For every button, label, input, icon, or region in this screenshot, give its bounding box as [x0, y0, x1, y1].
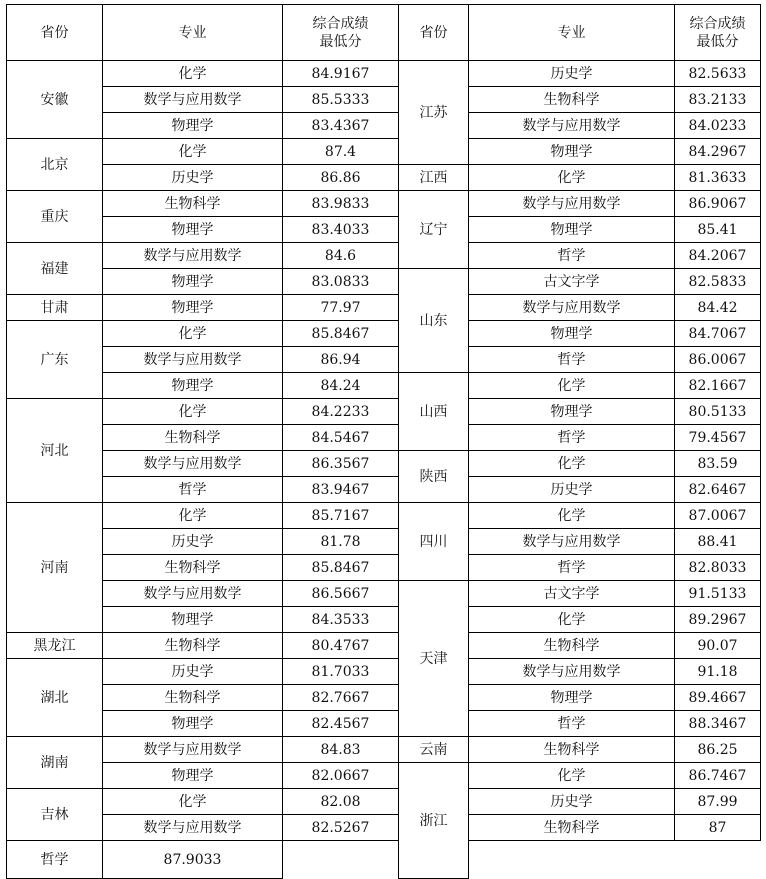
table-row	[7, 399, 761, 425]
major-cell: 物理学	[103, 373, 283, 399]
score-cell: 84.83	[283, 737, 399, 763]
score-cell: 82.5633	[675, 61, 761, 87]
province-cell: 重庆	[7, 191, 103, 243]
major-cell: 数学与应用数学	[103, 737, 283, 763]
score-cell: 80.5133	[675, 399, 761, 425]
score-cell: 85.41	[675, 217, 761, 243]
score-cell: 86.9067	[675, 191, 761, 217]
major-cell: 化学	[103, 789, 283, 815]
score-cell: 82.6467	[675, 477, 761, 503]
table-row	[7, 581, 761, 607]
major-cell: 化学	[103, 399, 283, 425]
table-row	[7, 529, 761, 555]
major-header-right: 专业	[469, 5, 675, 61]
score-cell: 84.9167	[283, 61, 399, 87]
score-cell: 82.1667	[675, 373, 761, 399]
score-cell: 84.42	[675, 295, 761, 321]
table-row	[7, 217, 761, 243]
table-row	[7, 269, 761, 295]
score-cell: 82.5833	[675, 269, 761, 295]
score-cell: 88.41	[675, 529, 761, 555]
province-cell: 山东	[399, 269, 469, 373]
province-header: 省份	[7, 5, 103, 61]
header-row	[7, 5, 761, 61]
table-row	[7, 841, 761, 879]
major-cell: 哲学	[7, 841, 103, 879]
score-cell: 83.0833	[283, 269, 399, 295]
major-cell: 哲学	[469, 243, 675, 269]
score-cell: 82.7667	[283, 685, 399, 711]
major-cell: 物理学	[103, 607, 283, 633]
province-cell: 安徽	[7, 61, 103, 139]
province-cell: 四川	[399, 503, 469, 581]
province-cell: 吉林	[7, 789, 103, 841]
major-cell: 历史学	[103, 659, 283, 685]
table-row	[7, 503, 761, 529]
score-header: 综合成绩 最低分	[283, 5, 399, 61]
table-row	[7, 659, 761, 685]
score-cell: 89.4667	[675, 685, 761, 711]
major-cell: 化学	[469, 451, 675, 477]
score-cell: 87.99	[675, 789, 761, 815]
major-cell: 数学与应用数学	[103, 347, 283, 373]
major-cell: 生物科学	[103, 191, 283, 217]
major-cell: 生物科学	[103, 633, 283, 659]
major-cell: 数学与应用数学	[103, 243, 283, 269]
table-row	[7, 243, 761, 269]
province-cell: 天津	[399, 581, 469, 737]
major-cell: 哲学	[469, 347, 675, 373]
major-cell: 历史学	[469, 61, 675, 87]
major-cell: 化学	[103, 139, 283, 165]
score-cell: 86.7467	[675, 763, 761, 789]
table-row	[7, 477, 761, 503]
major-cell: 历史学	[103, 529, 283, 555]
score-cell: 84.3533	[283, 607, 399, 633]
table-row	[7, 321, 761, 347]
score-cell: 83.4367	[283, 113, 399, 139]
score-cell: 84.7067	[675, 321, 761, 347]
table-row	[7, 191, 761, 217]
major-cell: 化学	[469, 373, 675, 399]
score-cell: 84.6	[283, 243, 399, 269]
major-cell: 化学	[469, 165, 675, 191]
major-cell: 哲学	[469, 425, 675, 451]
table-row	[7, 711, 761, 737]
table-row	[7, 633, 761, 659]
table-body	[7, 5, 761, 879]
score-cell: 82.08	[283, 789, 399, 815]
score-cell: 83.4033	[283, 217, 399, 243]
major-cell: 古文字学	[469, 581, 675, 607]
score-cell: 80.4767	[283, 633, 399, 659]
score-cell: 84.2967	[675, 139, 761, 165]
major-cell: 物理学	[103, 711, 283, 737]
score-header-right: 综合成绩 最低分	[675, 5, 761, 61]
major-cell: 生物科学	[103, 425, 283, 451]
score-cell: 84.2233	[283, 399, 399, 425]
major-cell: 化学	[103, 61, 283, 87]
score-cell: 81.78	[283, 529, 399, 555]
major-cell: 物理学	[103, 269, 283, 295]
score-cell: 86.86	[283, 165, 399, 191]
score-cell: 87.9033	[103, 841, 283, 879]
score-cell: 82.4567	[283, 711, 399, 737]
major-cell: 数学与应用数学	[469, 659, 675, 685]
major-cell: 历史学	[103, 165, 283, 191]
major-cell: 生物科学	[469, 633, 675, 659]
major-cell: 物理学	[469, 321, 675, 347]
province-cell: 河北	[7, 399, 103, 503]
table-row	[7, 347, 761, 373]
score-cell: 82.0667	[283, 763, 399, 789]
province-cell: 北京	[7, 139, 103, 191]
major-cell: 物理学	[469, 217, 675, 243]
table-row	[7, 61, 761, 87]
score-cell: 89.2967	[675, 607, 761, 633]
table-row	[7, 451, 761, 477]
province-cell: 湖南	[7, 737, 103, 789]
score-cell: 85.5333	[283, 87, 399, 113]
major-cell: 古文字学	[469, 269, 675, 295]
score-cell: 84.24	[283, 373, 399, 399]
score-cell: 86.5667	[283, 581, 399, 607]
score-cell: 83.9467	[283, 477, 399, 503]
major-cell: 哲学	[469, 555, 675, 581]
province-cell: 福建	[7, 243, 103, 295]
province-cell: 甘肃	[7, 295, 103, 321]
province-cell: 河南	[7, 503, 103, 633]
score-cell: 83.9833	[283, 191, 399, 217]
major-header: 专业	[103, 5, 283, 61]
major-cell: 物理学	[103, 763, 283, 789]
province-cell: 江西	[399, 165, 469, 191]
table-row	[7, 763, 761, 789]
major-cell: 历史学	[469, 789, 675, 815]
score-cell: 87.4	[283, 139, 399, 165]
score-cell: 79.4567	[675, 425, 761, 451]
major-cell: 生物科学	[103, 555, 283, 581]
major-cell: 数学与应用数学	[469, 295, 675, 321]
score-cell: 84.0233	[675, 113, 761, 139]
score-cell: 83.2133	[675, 87, 761, 113]
major-cell: 化学	[103, 503, 283, 529]
province-cell: 江苏	[399, 61, 469, 165]
score-cell: 85.8467	[283, 555, 399, 581]
province-cell: 浙江	[399, 763, 469, 879]
table-row	[7, 87, 761, 113]
score-cell: 91.5133	[675, 581, 761, 607]
score-cell: 81.7033	[283, 659, 399, 685]
major-cell: 生物科学	[469, 737, 675, 763]
table-row	[7, 607, 761, 633]
major-cell: 物理学	[469, 685, 675, 711]
table-row	[7, 737, 761, 763]
score-cell: 86.94	[283, 347, 399, 373]
major-cell: 生物科学	[469, 815, 675, 841]
province-cell: 黑龙江	[7, 633, 103, 659]
table-row	[7, 113, 761, 139]
score-cell: 85.7167	[283, 503, 399, 529]
score-cell: 87	[675, 815, 761, 841]
major-cell: 物理学	[103, 113, 283, 139]
score-cell: 87.0067	[675, 503, 761, 529]
score-cell: 90.07	[675, 633, 761, 659]
table-row	[7, 555, 761, 581]
score-cell: 84.2067	[675, 243, 761, 269]
major-cell: 物理学	[469, 399, 675, 425]
major-cell: 数学与应用数学	[469, 191, 675, 217]
score-cell: 77.97	[283, 295, 399, 321]
table-row	[7, 165, 761, 191]
major-cell: 化学	[469, 503, 675, 529]
table-row	[7, 139, 761, 165]
table-row	[7, 685, 761, 711]
score-cell: 88.3467	[675, 711, 761, 737]
major-cell: 物理学	[103, 217, 283, 243]
score-cell: 82.5267	[283, 815, 399, 841]
province-header-right: 省份	[399, 5, 469, 61]
score-cell: 81.3633	[675, 165, 761, 191]
major-cell: 化学	[469, 763, 675, 789]
province-cell: 陕西	[399, 451, 469, 503]
major-cell: 化学	[103, 321, 283, 347]
score-cell: 84.5467	[283, 425, 399, 451]
major-cell: 数学与应用数学	[103, 815, 283, 841]
major-cell: 数学与应用数学	[103, 87, 283, 113]
major-cell: 数学与应用数学	[103, 581, 283, 607]
table-row	[7, 789, 761, 815]
score-cell: 86.0067	[675, 347, 761, 373]
table-row	[7, 373, 761, 399]
table-row	[7, 425, 761, 451]
major-cell: 物理学	[469, 139, 675, 165]
score-cell: 91.18	[675, 659, 761, 685]
major-cell: 哲学	[469, 711, 675, 737]
score-cell: 83.59	[675, 451, 761, 477]
table-row	[7, 815, 761, 841]
table-row	[7, 295, 761, 321]
major-cell: 物理学	[103, 295, 283, 321]
score-cell: 82.8033	[675, 555, 761, 581]
province-cell: 湖北	[7, 659, 103, 737]
score-cell: 86.25	[675, 737, 761, 763]
major-cell: 历史学	[469, 477, 675, 503]
province-cell: 广东	[7, 321, 103, 399]
major-cell: 数学与应用数学	[469, 113, 675, 139]
major-cell: 数学与应用数学	[103, 451, 283, 477]
major-cell: 化学	[469, 607, 675, 633]
province-cell: 云南	[399, 737, 469, 763]
province-cell: 山西	[399, 373, 469, 451]
major-cell: 数学与应用数学	[469, 529, 675, 555]
score-cell: 86.3567	[283, 451, 399, 477]
admission-score-table	[6, 4, 761, 879]
major-cell: 哲学	[103, 477, 283, 503]
major-cell: 生物科学	[469, 87, 675, 113]
province-cell: 辽宁	[399, 191, 469, 269]
major-cell: 生物科学	[103, 685, 283, 711]
score-cell: 85.8467	[283, 321, 399, 347]
